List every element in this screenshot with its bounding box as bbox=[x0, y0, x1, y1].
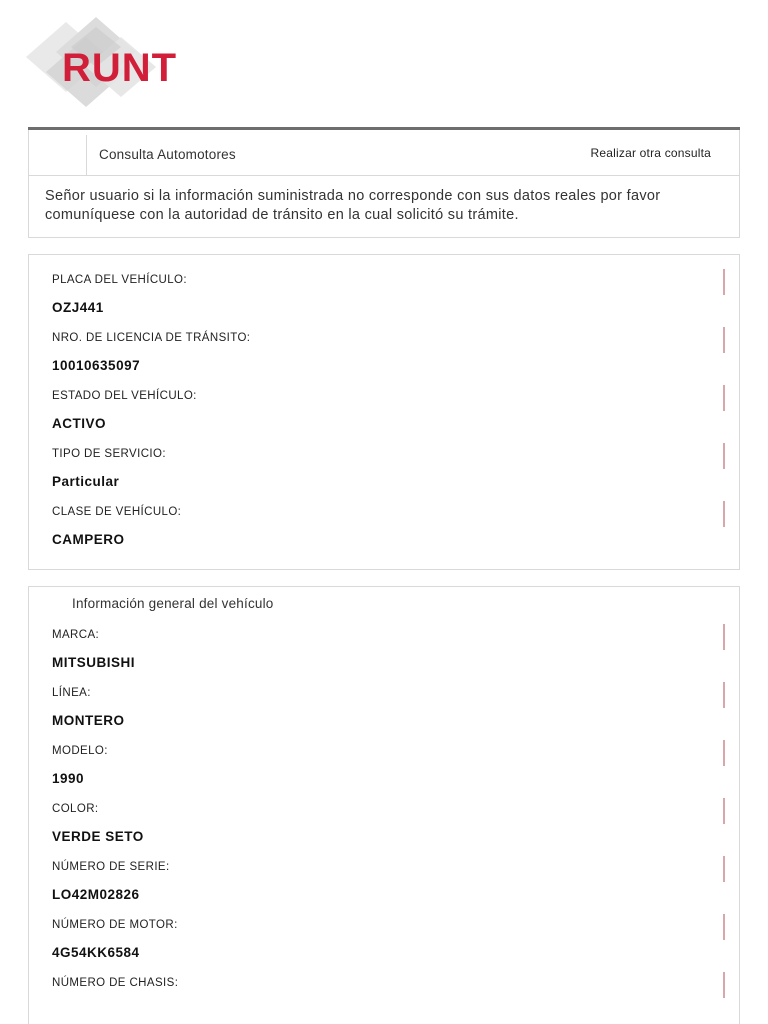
field-marker bbox=[723, 443, 725, 469]
main-content bbox=[28, 127, 740, 1024]
field-row bbox=[52, 856, 739, 914]
field-value: 10010635097 bbox=[52, 358, 141, 373]
field-value: CAMPERO bbox=[52, 532, 125, 547]
new-query-link[interactable]: Realizar otra consulta bbox=[590, 146, 711, 160]
field-label: ESTADO DEL VEHÍCULO: bbox=[52, 390, 197, 402]
field-label: LÍNEA: bbox=[52, 687, 91, 699]
query-header bbox=[28, 130, 740, 176]
field-value: ACTIVO bbox=[52, 416, 107, 431]
field-marker bbox=[723, 856, 725, 882]
field-row bbox=[52, 624, 739, 682]
runt-logo[interactable] bbox=[26, 12, 236, 107]
field-row bbox=[52, 972, 739, 1024]
field-marker bbox=[723, 682, 725, 708]
vehicle-summary-fields bbox=[29, 255, 739, 569]
general-info-panel bbox=[28, 586, 740, 1024]
field-marker bbox=[723, 914, 725, 940]
field-value: LO42M02826 bbox=[52, 887, 140, 902]
field-value: 1990 bbox=[52, 771, 85, 786]
page-title: Consulta Automotores bbox=[99, 147, 236, 162]
field-marker bbox=[723, 501, 725, 527]
field-marker bbox=[723, 327, 725, 353]
field-label: NÚMERO DE MOTOR: bbox=[52, 919, 178, 931]
field-marker bbox=[723, 269, 725, 295]
general-info-heading: Información general del vehículo bbox=[72, 596, 274, 611]
field-row bbox=[52, 269, 739, 327]
field-label: MARCA: bbox=[52, 629, 100, 641]
logo-text: RUNT bbox=[62, 46, 178, 90]
field-row bbox=[52, 798, 739, 856]
field-value: OZJ441 bbox=[52, 300, 104, 315]
field-row bbox=[52, 740, 739, 798]
field-value: VERDE SETO bbox=[52, 829, 144, 844]
field-value: MITSUBISHI bbox=[52, 655, 136, 670]
field-row bbox=[52, 501, 739, 559]
field-row bbox=[52, 327, 739, 385]
field-row bbox=[52, 443, 739, 501]
field-label: NRO. DE LICENCIA DE TRÁNSITO: bbox=[52, 332, 251, 344]
field-value: MONTERO bbox=[52, 713, 125, 728]
field-label: NÚMERO DE SERIE: bbox=[52, 861, 170, 873]
field-row bbox=[52, 914, 739, 972]
field-label: TIPO DE SERVICIO: bbox=[52, 448, 166, 460]
field-row bbox=[52, 385, 739, 443]
header-divider bbox=[86, 135, 87, 175]
field-marker bbox=[723, 972, 725, 998]
notice-message: Señor usuario si la información suministrada no corresponde con sus datos reales por favor comuníquese con la autoridad de tránsito en la cual solicitó su trámite. bbox=[28, 176, 740, 238]
field-label: COLOR: bbox=[52, 803, 99, 815]
field-marker bbox=[723, 798, 725, 824]
field-label: PLACA DEL VEHÍCULO: bbox=[52, 274, 187, 286]
vehicle-summary-panel bbox=[28, 254, 740, 570]
field-label: MODELO: bbox=[52, 745, 108, 757]
field-label: CLASE DE VEHÍCULO: bbox=[52, 506, 182, 518]
field-value: Particular bbox=[52, 474, 120, 489]
field-marker bbox=[723, 740, 725, 766]
field-marker bbox=[723, 624, 725, 650]
general-info-fields bbox=[29, 622, 739, 1024]
field-value: 4G54KK6584 bbox=[52, 945, 140, 960]
field-row bbox=[52, 682, 739, 740]
field-marker bbox=[723, 385, 725, 411]
field-label: NÚMERO DE CHASIS: bbox=[52, 977, 179, 989]
